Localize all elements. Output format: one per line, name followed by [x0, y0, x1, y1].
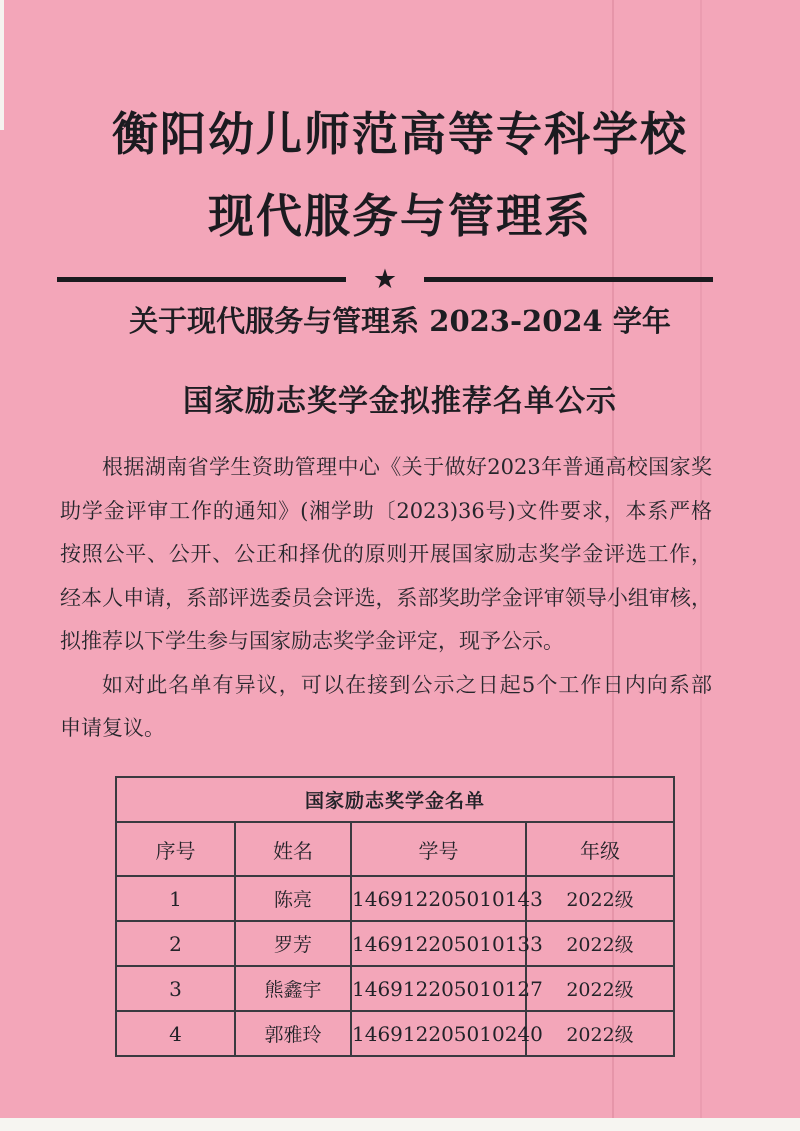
- body-line: 拟推荐以下学生参与国家励志奖学金评定，现予公示。: [60, 629, 564, 653]
- cell-index: 4: [116, 1011, 235, 1056]
- cell-student-id: 146912205010133: [351, 921, 526, 966]
- school-name-title: 衡阳幼儿师范高等专科学校: [112, 107, 688, 161]
- divider-rule-left: [57, 277, 346, 282]
- table-row: [116, 876, 674, 921]
- cell-grade: 2022级: [526, 921, 674, 966]
- col-header-name: 姓名: [235, 822, 351, 876]
- col-header-index: 序号: [116, 822, 235, 876]
- cell-student-id: 146912205010143: [351, 876, 526, 921]
- cell-student-id: 146912205010127: [351, 966, 526, 1011]
- cell-grade: 2022级: [526, 876, 674, 921]
- scholarship-table: [115, 776, 675, 1057]
- body-line: 经本人申请，系部评选委员会评选，系部奖助学金评审领导小组审核，: [60, 585, 712, 610]
- body-line: 助学金评审工作的通知》(湘学助〔2023)36号)文件要求，本系严格: [60, 498, 712, 523]
- cell-index: 3: [116, 966, 235, 1011]
- divider-rule-right: [424, 277, 713, 282]
- cell-name: 熊鑫宇: [235, 966, 351, 1011]
- star-icon: ★: [372, 263, 398, 295]
- body-line: 申请复议。: [60, 716, 165, 740]
- cell-name: 郭雅玲: [235, 1011, 351, 1056]
- letterhead-divider: [57, 264, 713, 294]
- cell-student-id: 146912205010240: [351, 1011, 526, 1056]
- cell-name: 罗芳: [235, 921, 351, 966]
- cell-name: 陈亮: [235, 876, 351, 921]
- notice-title-line2: 国家励志奖学金拟推荐名单公示: [183, 384, 617, 419]
- notice-body: [60, 451, 712, 756]
- department-name-title: 现代服务与管理系: [208, 189, 592, 243]
- cell-grade: 2022级: [526, 966, 674, 1011]
- body-line: 按照公平、公开、公正和择优的原则开展国家励志奖学金评选工作，: [60, 542, 712, 566]
- table-title-row: [116, 777, 674, 822]
- cell-index: 2: [116, 921, 235, 966]
- col-header-grade: 年级: [526, 822, 674, 876]
- table-row: [116, 921, 674, 966]
- cell-index: 1: [116, 876, 235, 921]
- col-header-student-id: 学号: [351, 822, 526, 876]
- body-line: 根据湖南省学生资助管理中心《关于做好2023年普通高校国家奖: [102, 455, 712, 479]
- cell-grade: 2022级: [526, 1011, 674, 1056]
- table-row: [116, 1011, 674, 1056]
- notice-title-line1: 关于现代服务与管理系 2023-2024 学年: [129, 304, 671, 338]
- scanner-bed-strip: [0, 1118, 800, 1131]
- table-row: [116, 966, 674, 1011]
- table-title: 国家励志奖学金名单: [116, 777, 674, 822]
- body-line: 如对此名单有异议，可以在接到公示之日起5个工作日内向系部: [102, 672, 712, 697]
- table-header-row: [116, 822, 674, 876]
